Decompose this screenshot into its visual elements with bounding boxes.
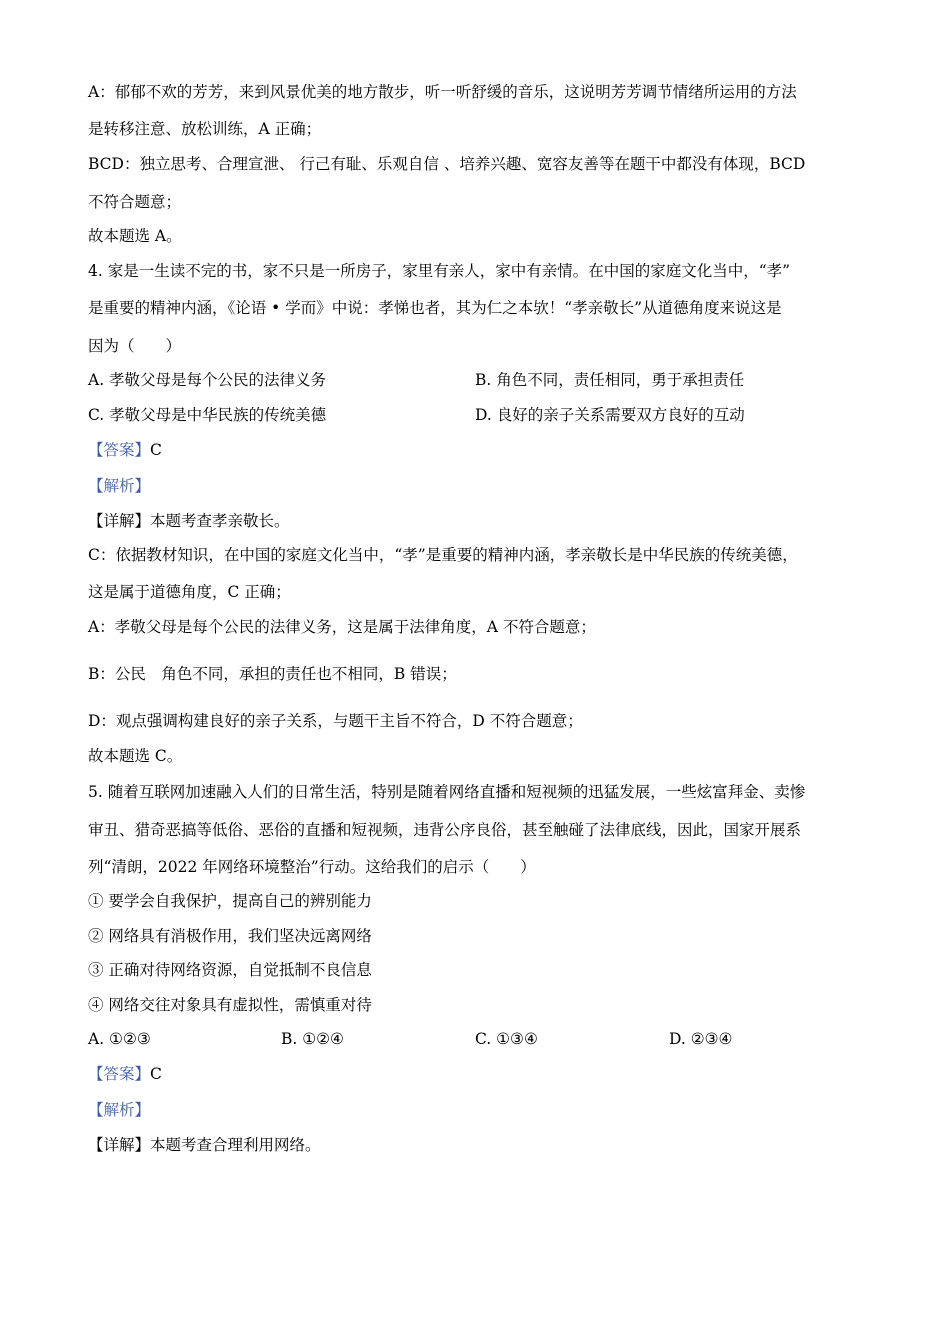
q4-option-b: B. 角色不同，责任相同，勇于承担责任 [475, 371, 745, 389]
q5-answer-value: C [150, 1065, 162, 1083]
q4-stem-line1: 4. 家是一生读不完的书，家不只是一所房子，家里有亲人，家中有亲情。在中国的家庭文化当中，“孝” [88, 262, 791, 280]
q4-answer [88, 440, 162, 460]
q3-analysis-a-line2: 是转移注意、放松训练，A 正确； [88, 120, 322, 138]
q3-analysis-a-line1: A：郁郁不欢的芳芳，来到风景优美的地方散步，听一听舒缓的音乐，这说明芳芳调节情绪所运用的方法 [88, 83, 797, 101]
q4-option-a: A. 孝敬父母是每个公民的法律义务 [88, 371, 327, 389]
q5-detail: 【详解】本题考查合理利用网络。 [88, 1136, 321, 1154]
q5-option-a: A. ①②③ [88, 1030, 151, 1048]
q5-stem-line1: 5. 随着互联网加速融入人们的日常生活，特别是随着网络直播和短视频的迅猛发展，一些炫富拜金、卖惨 [88, 783, 806, 801]
q5-option-d: D. ②③④ [669, 1030, 733, 1048]
q4-analysis-tag: 【解析】 [88, 477, 151, 495]
q4-option-d: D. 良好的亲子关系需要双方良好的互动 [475, 406, 745, 424]
q4-analysis-c-line2: 这是属于道德角度，C 正确； [88, 583, 291, 601]
q5-answer [88, 1064, 162, 1084]
q5-answer-tag: 【答案】 [88, 1065, 151, 1083]
q4-analysis-d: D：观点强调构建良好的亲子关系，与题干主旨不符合，D 不符合题意； [88, 712, 583, 730]
q5-stem-line3: 列“清朗，2022 年网络环境整治”行动。这给我们的启示（ ） [88, 858, 536, 876]
q4-option-c: C. 孝敬父母是中华民族的传统美德 [88, 406, 327, 424]
q5-option-b: B. ①②④ [281, 1030, 344, 1048]
q4-conclusion: 故本题选 C。 [88, 747, 183, 765]
q5-statement-2: ② 网络具有消极作用，我们坚决远离网络 [88, 927, 372, 945]
q5-statement-1: ① 要学会自我保护，提高自己的辨别能力 [88, 892, 372, 910]
q5-option-c: C. ①③④ [475, 1030, 538, 1048]
q5-statement-4: ④ 网络交往对象具有虚拟性，需慎重对待 [88, 996, 372, 1014]
q4-stem-line3: 因为（ ） [88, 337, 182, 355]
q4-analysis-a: A：孝敬父母是每个公民的法律义务，这是属于法律角度，A 不符合题意； [88, 618, 596, 636]
q5-statement-3: ③ 正确对待网络资源，自觉抵制不良信息 [88, 961, 372, 979]
q4-analysis-c-line1: C：依据教材知识，在中国的家庭文化当中，“孝”是重要的精神内涵，孝亲敬长是中华民族的传统美德， [88, 546, 798, 564]
q4-answer-value: C [150, 441, 162, 459]
q4-stem-line2: 是重要的精神内涵，《论语 • 学而》中说：孝悌也者，其为仁之本欤！“孝亲敬长”从道德角度来说这是 [88, 299, 782, 317]
q4-answer-tag: 【答案】 [88, 441, 151, 459]
q3-conclusion: 故本题选 A。 [88, 227, 182, 245]
q5-analysis-tag: 【解析】 [88, 1101, 151, 1119]
q4-detail: 【详解】本题考查孝亲敬长。 [88, 512, 290, 530]
q4-analysis-b: B：公民 角色不同，承担的责任也不相同，B 错误； [88, 665, 457, 683]
q3-analysis-bcd-line1: BCD：独立思考、合理宣泄、 行己有耻、乐观自信 、培养兴趣、宽容友善等在题干中都没有体现，BCD [88, 155, 806, 173]
q5-stem-line2: 审丑、猎奇恶搞等低俗、恶俗的直播和短视频，违背公序良俗，甚至触碰了法律底线，因此，国家开展系 [88, 821, 802, 839]
q3-analysis-bcd-line2: 不符合题意； [88, 193, 182, 211]
